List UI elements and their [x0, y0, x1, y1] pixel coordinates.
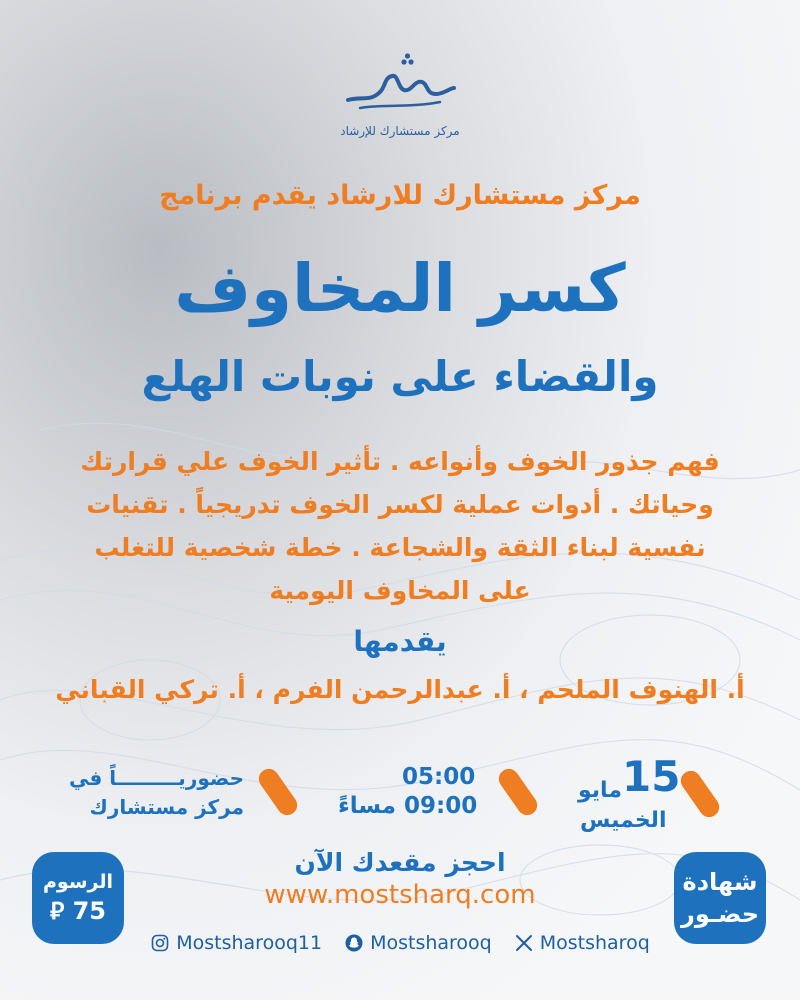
event-time-start: 05:00: [402, 764, 476, 790]
certificate-badge: [674, 852, 766, 944]
social-instagram[interactable]: [150, 932, 322, 954]
program-description: [60, 440, 740, 612]
program-subtitle: والقضاء على نوبات الهلع: [141, 352, 659, 401]
fee-label: الرسوم: [43, 871, 113, 893]
program-title: كسر المخاوف: [174, 250, 626, 327]
snapchat-icon: [344, 933, 364, 953]
event-time-end: 09:00 مساءً: [338, 793, 478, 819]
fee-badge: [32, 852, 124, 944]
event-location-venue: مركز مستشارك: [89, 795, 244, 819]
instagram-icon: [150, 933, 170, 953]
x-logo-icon: [514, 933, 534, 953]
instagram-handle: Mostsharooq11: [176, 932, 323, 954]
event-weekday: الخميس: [580, 808, 667, 833]
presenters-names: أ. الهنوف الملحم ، أ. عبدالرحمن الفرم ، أ. تركي القباني: [55, 675, 745, 704]
certificate-line2: حضـور: [681, 900, 760, 928]
social-snapchat[interactable]: [344, 932, 492, 954]
x-handle: Mostsharoq: [539, 932, 650, 954]
event-day-number: 15: [622, 752, 681, 801]
snapchat-handle: Mostsharooq: [370, 932, 492, 954]
intro-line: مركز مستشارك للارشاد يقدم برنامج: [159, 180, 641, 211]
event-location-mode: حضوريـــــــــاً في: [68, 766, 244, 790]
presenters-heading: يقدمها: [353, 625, 447, 658]
social-x[interactable]: [514, 932, 650, 954]
booking-cta: احجز مقعدك الآن: [294, 848, 506, 877]
event-month: مايو: [578, 778, 622, 803]
description-line: فهم جذور الخوف وأنواعه . تأثير الخوف علي قرارتك: [80, 447, 720, 476]
fee-amount: 75 ⃁: [49, 897, 107, 925]
description-line: على المخاوف اليومية: [269, 576, 531, 605]
description-line: وحياتك . أدوات عملية لكسر الخوف تدريجياً . تقنيات: [86, 490, 714, 519]
certificate-line1: شهادة: [682, 868, 758, 896]
center-logo: [330, 52, 470, 157]
social-links: [0, 932, 800, 954]
description-line: نفسية لبناء الثقة والشجاعة . خطة شخصية للتغلب: [94, 533, 706, 562]
logo-mark-icon: [340, 52, 460, 122]
booking-url-link[interactable]: www.mostsharq.com: [264, 880, 536, 910]
logo-subtitle: مركز مستشارك للإرشاد: [340, 124, 460, 138]
